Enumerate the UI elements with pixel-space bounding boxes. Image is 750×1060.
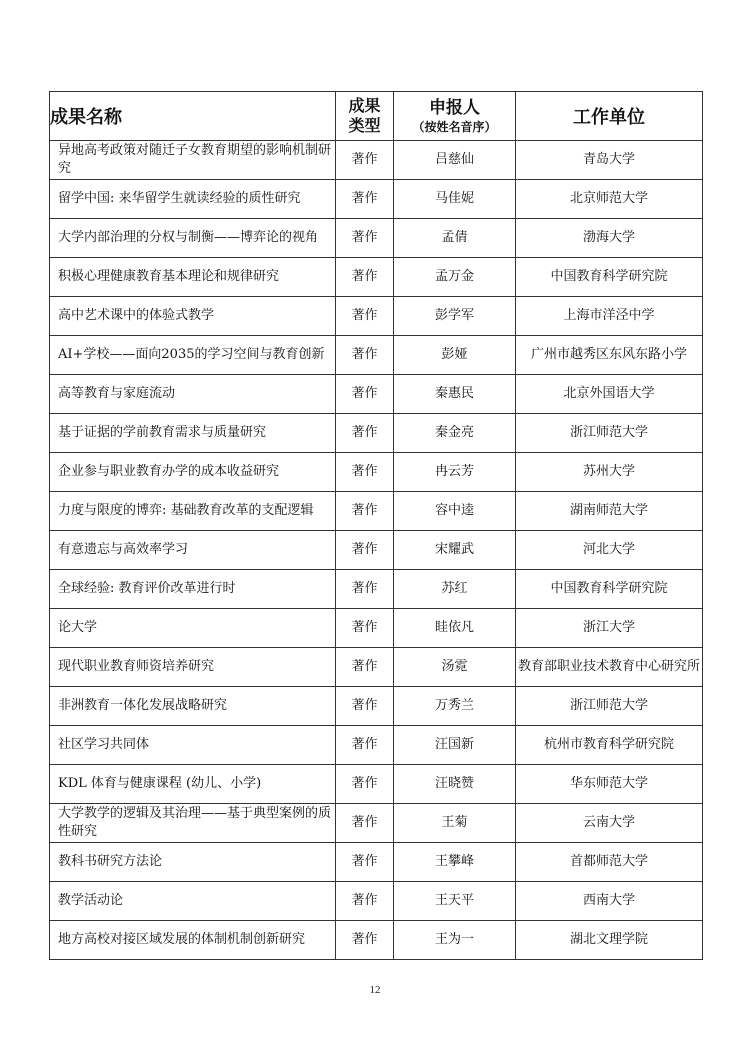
- cell-work-unit: 杭州市教育科学研究院: [516, 726, 703, 765]
- cell-applicant: 宋耀武: [394, 531, 516, 570]
- cell-achievement-type: 著作: [336, 336, 394, 375]
- cell-work-unit: 青岛大学: [516, 141, 703, 180]
- cell-applicant: 孟万金: [394, 258, 516, 297]
- cell-applicant: 汤霓: [394, 648, 516, 687]
- cell-work-unit: 湖北文理学院: [516, 921, 703, 960]
- cell-achievement-type: 著作: [336, 492, 394, 531]
- cell-applicant: 吕慈仙: [394, 141, 516, 180]
- table-row: [50, 648, 703, 687]
- cell-achievement-name: 留学中国: 来华留学生就读经验的质性研究: [50, 180, 336, 219]
- table-row: [50, 921, 703, 960]
- cell-achievement-type: 著作: [336, 570, 394, 609]
- cell-work-unit: 中国教育科学研究院: [516, 258, 703, 297]
- cell-applicant: 容中逵: [394, 492, 516, 531]
- cell-achievement-type: 著作: [336, 297, 394, 336]
- table-row: [50, 375, 703, 414]
- cell-achievement-type: 著作: [336, 141, 394, 180]
- cell-applicant: 孟倩: [394, 219, 516, 258]
- cell-work-unit: 浙江大学: [516, 609, 703, 648]
- cell-achievement-type: 著作: [336, 921, 394, 960]
- table-row: [50, 531, 703, 570]
- cell-work-unit: 浙江师范大学: [516, 687, 703, 726]
- cell-achievement-type: 著作: [336, 414, 394, 453]
- cell-work-unit: 上海市洋泾中学: [516, 297, 703, 336]
- cell-work-unit: 云南大学: [516, 804, 703, 843]
- cell-work-unit: 教育部职业技术教育中心研究所: [516, 648, 703, 687]
- cell-achievement-name: AI+学校——面向2035的学习空间与教育创新: [50, 336, 336, 375]
- table-row: [50, 258, 703, 297]
- table-row: [50, 687, 703, 726]
- cell-achievement-type: 著作: [336, 609, 394, 648]
- cell-achievement-name: 地方高校对接区域发展的体制机制创新研究: [50, 921, 336, 960]
- cell-applicant: 王攀峰: [394, 843, 516, 882]
- cell-applicant: 王菊: [394, 804, 516, 843]
- header-applicant-note: （按姓名音序）: [412, 120, 497, 134]
- cell-achievement-name: 高等教育与家庭流动: [50, 375, 336, 414]
- cell-work-unit: 河北大学: [516, 531, 703, 570]
- header-type-line1: 成果: [348, 96, 381, 115]
- cell-applicant: 汪国新: [394, 726, 516, 765]
- table-row: [50, 804, 703, 843]
- table-row: [50, 141, 703, 180]
- cell-applicant: 王为一: [394, 921, 516, 960]
- header-work-unit: 工作单位: [516, 92, 703, 141]
- cell-achievement-name: 基于证据的学前教育需求与质量研究: [50, 414, 336, 453]
- cell-achievement-name: 积极心理健康教育基本理论和规律研究: [50, 258, 336, 297]
- cell-achievement-name: 非洲教育一体化发展战略研究: [50, 687, 336, 726]
- cell-achievement-type: 著作: [336, 531, 394, 570]
- cell-applicant: 眭依凡: [394, 609, 516, 648]
- table-row: [50, 180, 703, 219]
- table-row: [50, 882, 703, 921]
- table-row: [50, 843, 703, 882]
- awards-table: [49, 91, 703, 960]
- table-row: [50, 414, 703, 453]
- cell-achievement-name: KDL 体育与健康课程 (幼儿、小学): [50, 765, 336, 804]
- table-row: [50, 570, 703, 609]
- cell-achievement-name: 企业参与职业教育办学的成本收益研究: [50, 453, 336, 492]
- cell-achievement-name: 论大学: [50, 609, 336, 648]
- cell-achievement-name: 全球经验: 教育评价改革进行时: [50, 570, 336, 609]
- table-row: [50, 336, 703, 375]
- header-applicant-main: 申报人: [429, 98, 480, 118]
- cell-achievement-name: 力度与限度的博弈: 基础教育改革的支配逻辑: [50, 492, 336, 531]
- cell-achievement-name: 现代职业教育师资培养研究: [50, 648, 336, 687]
- cell-applicant: 彭娅: [394, 336, 516, 375]
- cell-work-unit: 渤海大学: [516, 219, 703, 258]
- cell-achievement-type: 著作: [336, 648, 394, 687]
- cell-applicant: 马佳妮: [394, 180, 516, 219]
- page-number: 12: [369, 984, 381, 996]
- cell-work-unit: 浙江师范大学: [516, 414, 703, 453]
- cell-work-unit: 西南大学: [516, 882, 703, 921]
- table-row: [50, 297, 703, 336]
- cell-work-unit: 北京师范大学: [516, 180, 703, 219]
- cell-applicant: 苏红: [394, 570, 516, 609]
- header-applicant: [394, 92, 516, 141]
- cell-achievement-name: 社区学习共同体: [50, 726, 336, 765]
- cell-work-unit: 北京外国语大学: [516, 375, 703, 414]
- header-achievement-type: [336, 92, 394, 141]
- cell-work-unit: 广州市越秀区东风东路小学: [516, 336, 703, 375]
- cell-achievement-type: 著作: [336, 180, 394, 219]
- cell-applicant: 万秀兰: [394, 687, 516, 726]
- cell-achievement-type: 著作: [336, 219, 394, 258]
- cell-applicant: 秦惠民: [394, 375, 516, 414]
- header-achievement-name: 成果名称: [50, 92, 336, 141]
- cell-applicant: 汪晓赞: [394, 765, 516, 804]
- cell-applicant: 秦金亮: [394, 414, 516, 453]
- table-row: [50, 453, 703, 492]
- cell-work-unit: 湖南师范大学: [516, 492, 703, 531]
- cell-achievement-type: 著作: [336, 804, 394, 843]
- table-header-row: [50, 92, 703, 141]
- cell-achievement-type: 著作: [336, 726, 394, 765]
- cell-achievement-name: 大学教学的逻辑及其治理——基于典型案例的质性研究: [50, 804, 336, 843]
- cell-achievement-name: 有意遗忘与高效率学习: [50, 531, 336, 570]
- cell-achievement-type: 著作: [336, 843, 394, 882]
- cell-applicant: 彭学军: [394, 297, 516, 336]
- cell-work-unit: 首都师范大学: [516, 843, 703, 882]
- cell-achievement-type: 著作: [336, 765, 394, 804]
- cell-achievement-name: 高中艺术课中的体验式教学: [50, 297, 336, 336]
- cell-work-unit: 苏州大学: [516, 453, 703, 492]
- cell-applicant: 王天平: [394, 882, 516, 921]
- cell-applicant: 冉云芳: [394, 453, 516, 492]
- table-row: [50, 219, 703, 258]
- cell-achievement-name: 教科书研究方法论: [50, 843, 336, 882]
- cell-work-unit: 华东师范大学: [516, 765, 703, 804]
- cell-achievement-type: 著作: [336, 687, 394, 726]
- cell-achievement-type: 著作: [336, 375, 394, 414]
- cell-achievement-name: 异地高考政策对随迁子女教育期望的影响机制研究: [50, 141, 336, 180]
- cell-achievement-name: 教学活动论: [50, 882, 336, 921]
- table-row: [50, 609, 703, 648]
- cell-achievement-name: 大学内部治理的分权与制衡——博弈论的视角: [50, 219, 336, 258]
- cell-achievement-type: 著作: [336, 453, 394, 492]
- table-row: [50, 726, 703, 765]
- cell-achievement-type: 著作: [336, 882, 394, 921]
- header-type-line2: 类型: [348, 116, 381, 135]
- table-row: [50, 765, 703, 804]
- cell-achievement-type: 著作: [336, 258, 394, 297]
- cell-work-unit: 中国教育科学研究院: [516, 570, 703, 609]
- table-row: [50, 492, 703, 531]
